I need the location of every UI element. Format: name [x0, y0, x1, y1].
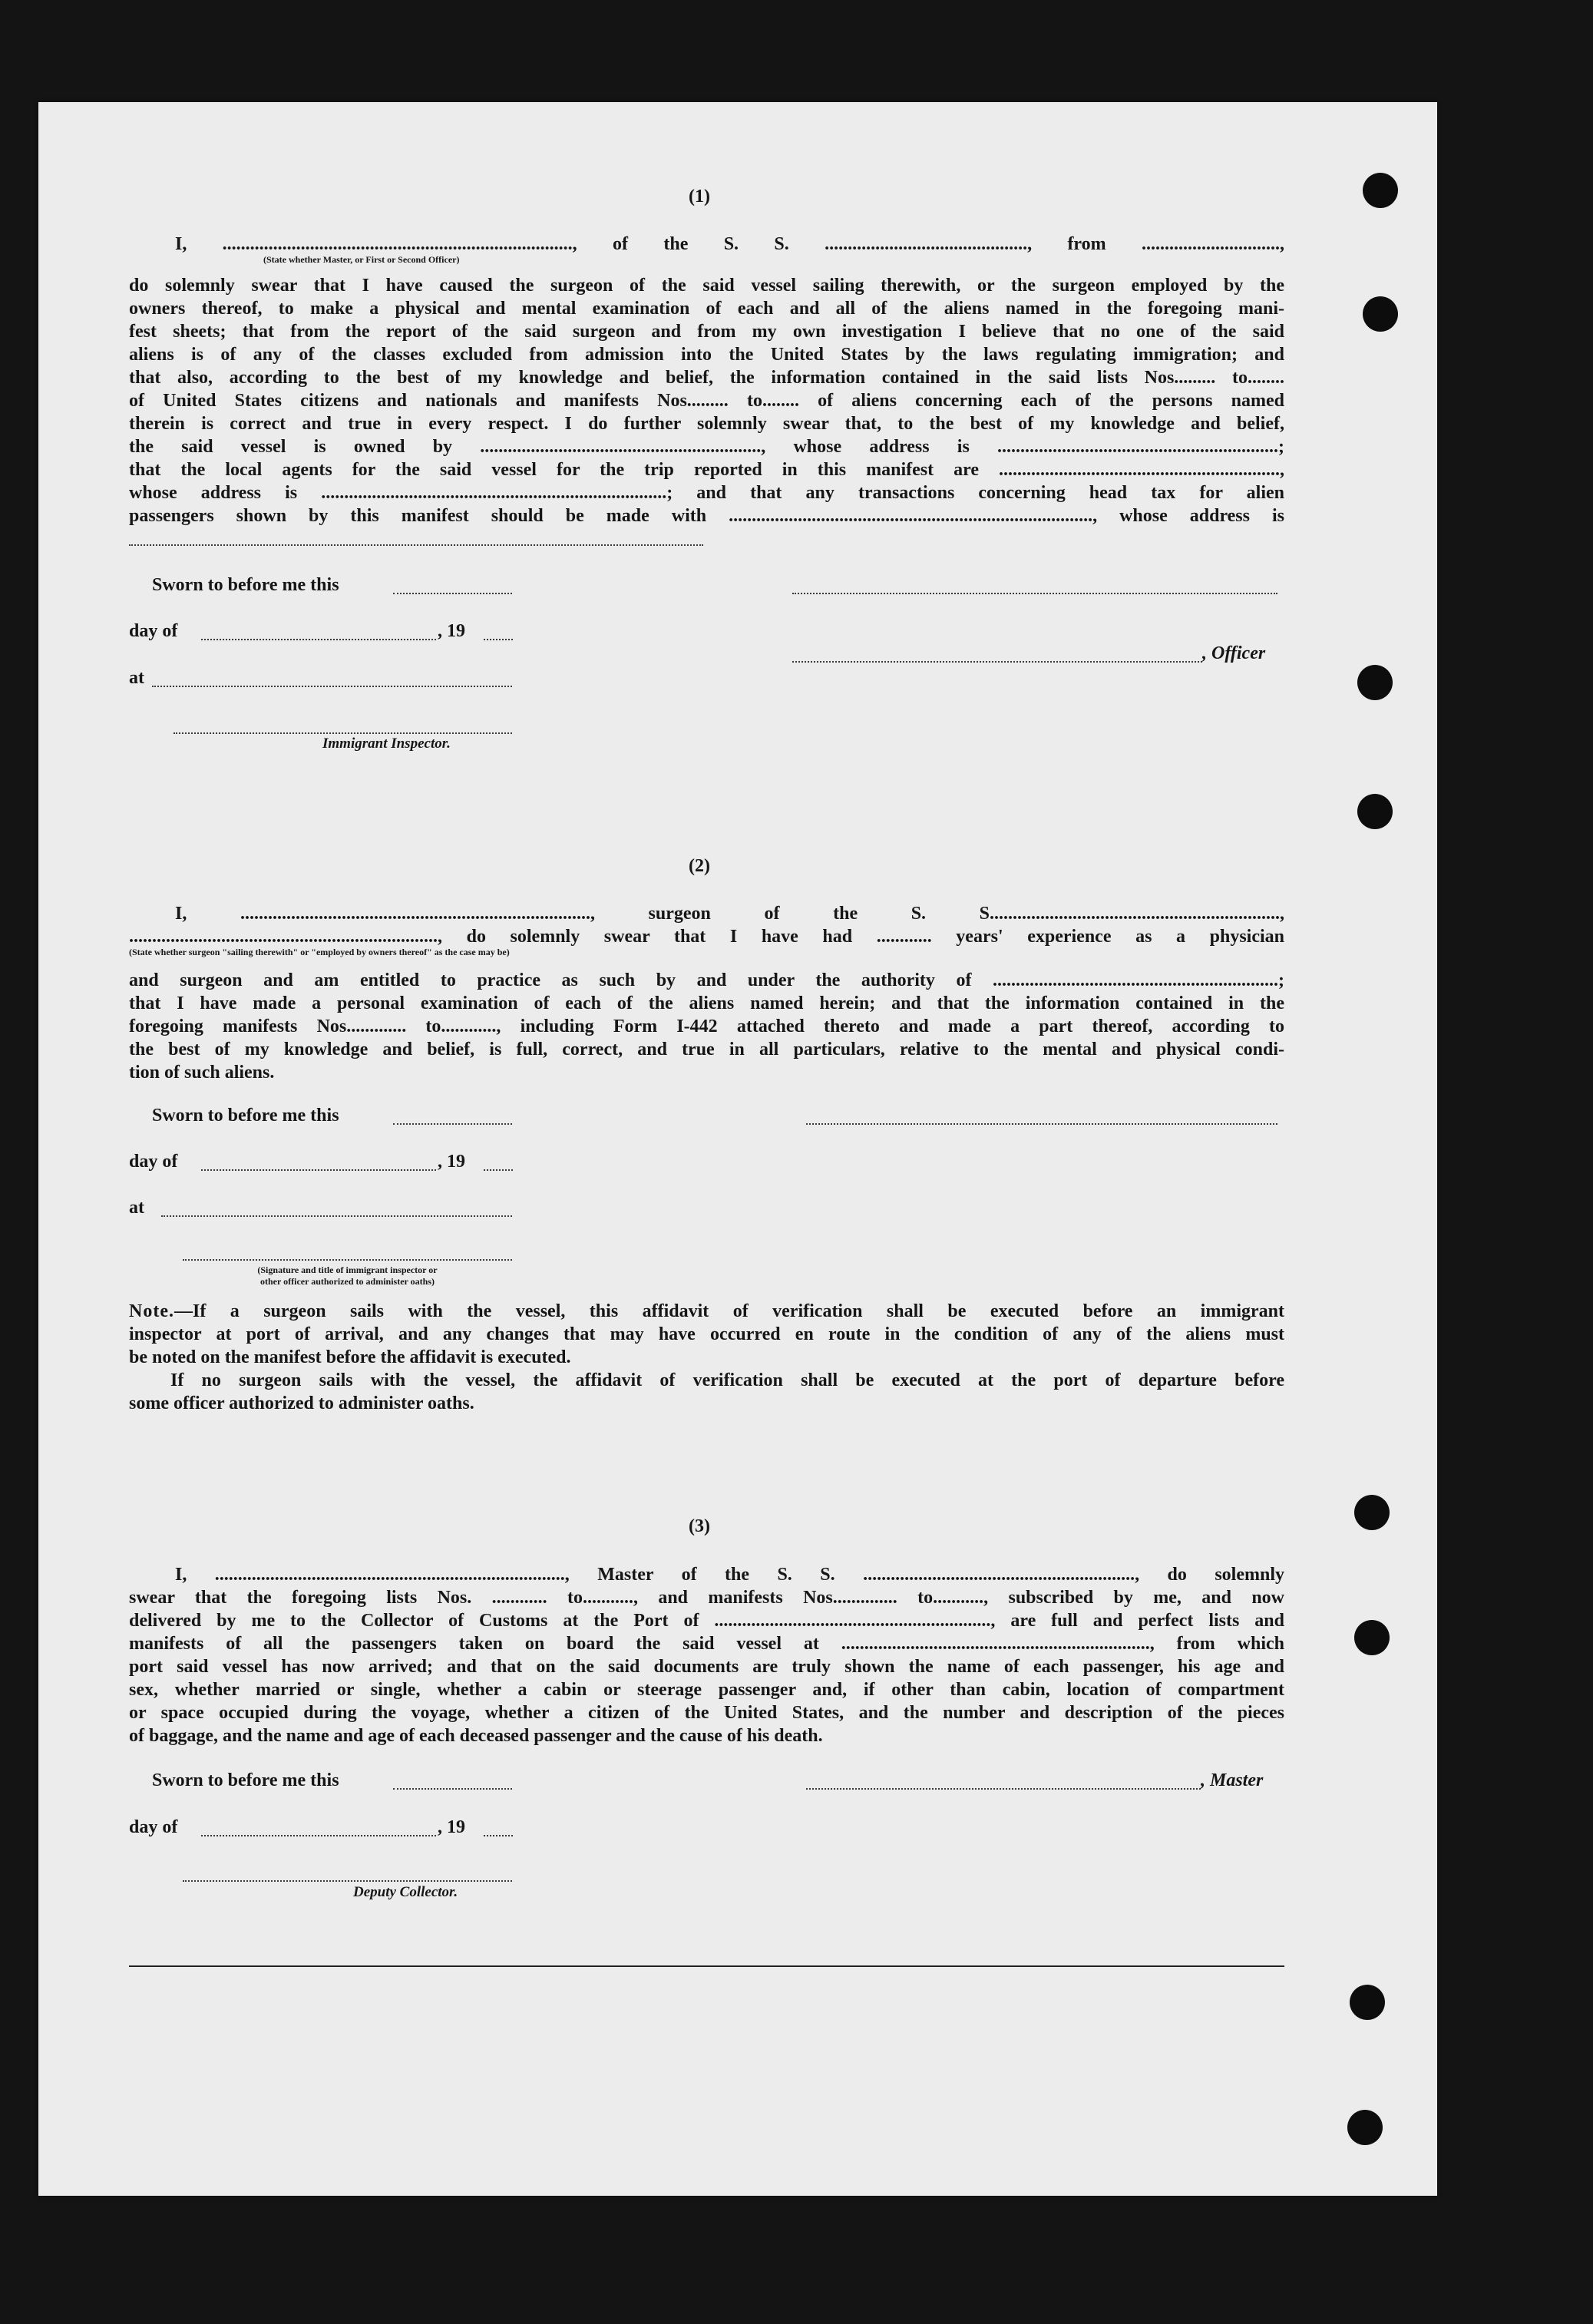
binder-hole [1347, 2110, 1383, 2145]
body-line: of United States citizens and nationals and manifests Nos......... to........ of aliens concerning each of the persons named [129, 391, 1284, 411]
body-line: do solemnly swear that I have caused the surgeon of the said vessel sailing therewith, or the surgeon employed by the [129, 276, 1284, 296]
collector-signature-blank[interactable] [183, 1880, 512, 1882]
body-line: that also, according to the best of my knowledge and belief, the information contained in the said lists Nos......... to........ [129, 368, 1284, 388]
body-line: manifests of all the passengers taken on board the said vessel at ..................................................................., from which [129, 1634, 1284, 1654]
master-label: , Master [1201, 1770, 1264, 1790]
continuation-blank[interactable] [129, 544, 703, 546]
year-blank[interactable] [484, 1169, 513, 1171]
note-line: some officer authorized to administer oaths. [129, 1393, 474, 1413]
body-line: aliens is of any of the classes excluded from admission into the United States by the laws regulating immigration; and [129, 345, 1284, 365]
section-2-second-line: ..................................................................., do solemnly swear that I have had ............ years' experience as a physician [129, 927, 1284, 947]
sworn-date-blank[interactable] [393, 1788, 512, 1790]
body-line: passengers shown by this manifest should be made with ..............................................................................., whose address is [129, 506, 1284, 526]
day-blank[interactable] [201, 639, 436, 640]
note-line: be noted on the manifest before the affidavit is executed. [129, 1347, 571, 1367]
at-blank[interactable] [152, 686, 512, 687]
at-blank[interactable] [161, 1215, 512, 1217]
binder-hole [1357, 665, 1393, 700]
body-line: of baggage, and the name and age of each deceased passenger and the cause of his death. [129, 1726, 823, 1746]
body-line: or space occupied during the voyage, whether a citizen of the United States, and the number and description of the pieces [129, 1703, 1284, 1723]
day-of-label: day of [129, 621, 178, 641]
binder-hole [1363, 296, 1398, 332]
at-label: at [129, 1198, 144, 1218]
surgeon-status-note: (State whether surgeon "sailing therewith" or "employed by owners thereof" as the case may be) [129, 947, 510, 957]
section-1-number: (1) [689, 187, 710, 207]
officer-signature-blank[interactable] [792, 593, 1277, 594]
binder-hole [1350, 1985, 1385, 2020]
collector-label: Deputy Collector. [353, 1884, 458, 1900]
section-2-number: (2) [689, 856, 710, 876]
sworn-date-blank[interactable] [393, 1123, 512, 1125]
note-label: Note. [129, 1301, 174, 1321]
body-line: sex, whether married or single, whether a cabin or steerage passenger and, if other than cabin, location of compartment [129, 1680, 1284, 1700]
sworn-label: Sworn to before me this [152, 1106, 339, 1126]
body-line: and surgeon and am entitled to practice as such by and under the authority of ..............................................................; [129, 970, 1284, 990]
year-blank[interactable] [484, 1835, 513, 1836]
sworn-label: Sworn to before me this [152, 1770, 339, 1790]
sworn-date-blank[interactable] [393, 593, 512, 594]
body-line: that the local agents for the said vessel for the trip reported in this manifest are ............................................................., [129, 460, 1284, 480]
year-label: , 19 [438, 621, 465, 641]
body-line: fest sheets; that from the report of the said surgeon and from my own investigation I believe that no one of the said [129, 322, 1284, 342]
body-line: foregoing manifests Nos............. to............, including Form I-442 attached thereto and made a part thereof, according to [129, 1017, 1284, 1036]
section-3-number: (3) [689, 1516, 710, 1536]
note-line: If no surgeon sails with the vessel, the affidavit of verification shall be executed at the port of departure before [170, 1370, 1284, 1390]
year-blank[interactable] [484, 639, 513, 640]
master-signature-blank[interactable] [806, 1788, 1201, 1790]
day-blank[interactable] [201, 1169, 436, 1171]
section-1-opening-line: I, ............................................................................, of the S. S. ............................................, from .............................., [175, 234, 1284, 254]
body-line: that I have made a personal examination of each of the aliens named herein; and that the information contained in the [129, 993, 1284, 1013]
day-of-label: day of [129, 1817, 178, 1837]
body-line: tion of such aliens. [129, 1063, 275, 1083]
officer-title-blank[interactable] [792, 661, 1202, 663]
body-line: delivered by me to the Collector of Customs at the Port of ............................................................, are full and perfect lists and [129, 1611, 1284, 1631]
officer-label: , Officer [1202, 643, 1266, 663]
note-line: Note.—If a surgeon sails with the vessel, this affidavit of verification shall be executed before an immigrant [129, 1301, 1284, 1321]
section-2-opening-line: I, ............................................................................, surgeon of the S. S..............................................................., [175, 904, 1284, 924]
body-line: swear that the foregoing lists Nos. ............ to..........., and manifests Nos.............. to..........., subscribed by me, and now [129, 1588, 1284, 1608]
rank-note: (State whether Master, or First or Second Officer) [263, 254, 460, 265]
body-line: port said vessel has now arrived; and that on the said documents are truly shown the name of each passenger, his age and [129, 1657, 1284, 1677]
year-label: , 19 [438, 1152, 465, 1172]
bottom-rule [129, 1965, 1284, 1967]
authorized-officer-signature-blank[interactable] [183, 1259, 512, 1261]
inspector-signature-blank[interactable] [174, 732, 512, 734]
body-line: owners thereof, to make a physical and mental examination of each and all of the aliens named in the foregoing mani- [129, 299, 1284, 319]
binder-hole [1354, 1620, 1390, 1655]
day-blank[interactable] [201, 1835, 436, 1836]
body-line: the best of my knowledge and belief, is full, correct, and true in all particulars, relative to the mental and physical condi- [129, 1040, 1284, 1060]
day-of-label: day of [129, 1152, 178, 1172]
binder-hole [1357, 794, 1393, 829]
signature-note: (Signature and title of immigrant inspector or other officer authorized to administer oaths) [257, 1264, 438, 1287]
surgeon-signature-blank[interactable] [806, 1123, 1277, 1125]
at-label: at [129, 668, 144, 688]
inspector-label: Immigrant Inspector. [322, 736, 451, 752]
sworn-label: Sworn to before me this [152, 575, 339, 595]
year-label: , 19 [438, 1817, 465, 1837]
body-line: therein is correct and true in every respect. I do further solemnly swear that, to the best of my knowledge and belief, [129, 414, 1284, 434]
note-line: inspector at port of arrival, and any changes that may have occurred en route in the condition of any of the aliens must [129, 1324, 1284, 1344]
body-line: the said vessel is owned by ............................................................., whose address is .............................................................; [129, 437, 1284, 457]
body-line: I, ............................................................................, Master of the S. S. ..........................................................., do solemnly [175, 1565, 1284, 1585]
body-line: whose address is ...........................................................................; and that any transactions concerning head tax for alien [129, 483, 1284, 503]
